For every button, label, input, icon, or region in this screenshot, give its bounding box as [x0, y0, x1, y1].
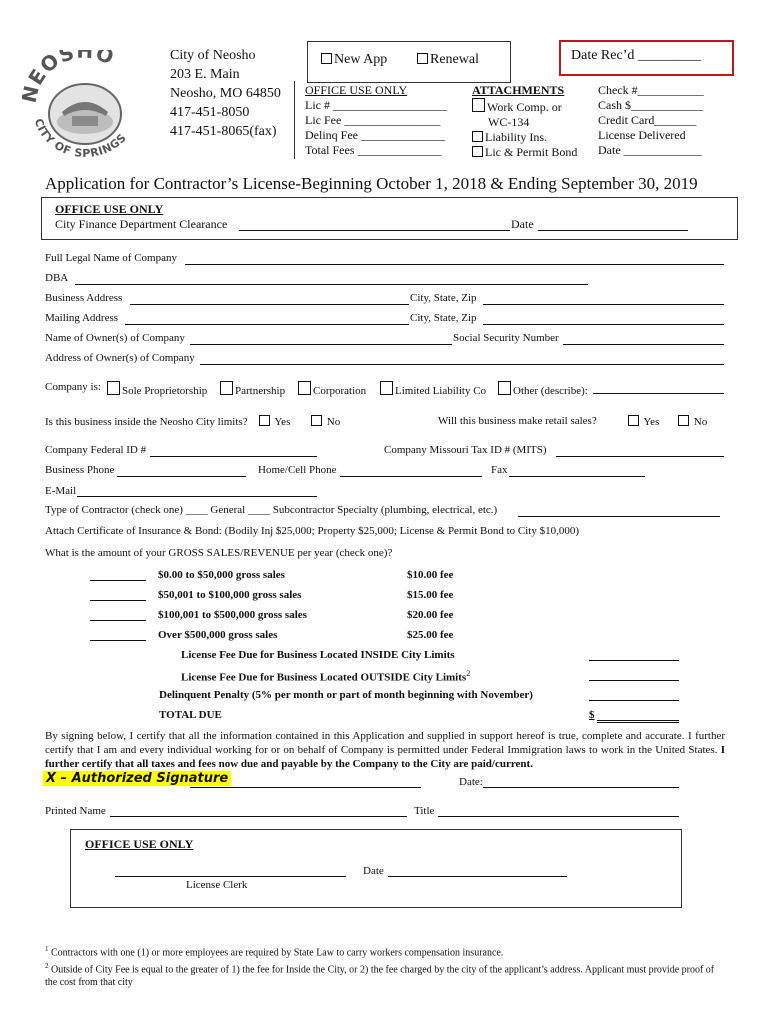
insurance-note: Attach Certificate of Insurance & Bond: (Bodily Inj $25,000; Property $25,000; License & Permit Bond to City $10,000): [45, 525, 580, 537]
retail-no-checkbox[interactable]: [678, 415, 689, 426]
corporation-checkbox[interactable]: [298, 381, 311, 395]
fax-input[interactable]: [509, 476, 645, 477]
fee-check-line[interactable]: [90, 580, 146, 581]
certification-text: [45, 729, 725, 771]
specialty-input[interactable]: [518, 516, 720, 517]
footnote-ref-2: 2: [466, 669, 471, 678]
owner-name-label: Name of Owner(s) of Company: [45, 332, 185, 344]
total-dollar-sign: $: [589, 709, 595, 721]
renewal-checkbox[interactable]: [417, 53, 428, 64]
city-street: 203 E. Main: [170, 67, 240, 82]
clerk-date-input[interactable]: [388, 876, 567, 877]
inside-no-checkbox[interactable]: [311, 415, 322, 426]
credit-card-field: Credit Card_______: [598, 113, 697, 127]
clerk-office-title: OFFICE USE ONLY: [85, 837, 194, 851]
outside-fee-label: [181, 669, 470, 684]
finance-date-label: Date: [511, 217, 534, 231]
gross-question: What is the amount of your GROSS SALES/REVENUE per year (check one)?: [45, 547, 393, 559]
retail-yes-label: Yes: [643, 416, 660, 428]
work-comp-checkbox[interactable]: [472, 98, 485, 112]
business-phone-input[interactable]: [117, 476, 246, 477]
footnote-2-text: Outside of City Fee is equal to the greater of 1) the fee for Inside the City, or 2) the fee charged by the city of the applicant’s address. Applicant must provide proof of the cost from that city: [45, 964, 715, 989]
full-legal-name-label: Full Legal Name of Company: [45, 252, 177, 264]
sole-checkbox[interactable]: [107, 381, 120, 395]
fee-range: $0.00 to $50,000 gross sales: [158, 569, 285, 581]
check-number-field: Check #___________: [598, 83, 704, 97]
work-comp-label: Work Comp. or: [487, 100, 562, 114]
other-label: Other (describe):: [513, 385, 588, 397]
business-address-input[interactable]: [130, 304, 409, 305]
mailing-address-label: Mailing Address: [45, 312, 119, 324]
attachment-wc134: WC-134: [488, 115, 530, 129]
fee-range: Over $500,000 gross sales: [158, 629, 278, 641]
outside-fee-text: License Fee Due for Business Located OUTSIDE City Limits: [181, 671, 467, 684]
title-input[interactable]: [438, 816, 679, 817]
retail-no-label: No: [693, 416, 708, 428]
logo-text-top: EOSHO: [23, 50, 119, 90]
fee-check-line[interactable]: [90, 640, 146, 641]
mailing-city-label: City, State, Zip: [410, 312, 477, 324]
footnote-1-text: Contractors with one (1) or more employees are required by State Law to carry workers compensation insurance.: [51, 947, 504, 959]
total-due-label: TOTAL DUE: [159, 709, 222, 721]
liability-checkbox[interactable]: [472, 131, 483, 142]
email-input[interactable]: [77, 496, 317, 497]
clerk-signature-input[interactable]: [115, 876, 346, 877]
printed-name-label: Printed Name: [45, 805, 106, 817]
date-received-label: Date Rec’d _________: [571, 48, 701, 63]
renewal-option[interactable]: [417, 52, 479, 68]
inside-limits-no[interactable]: [311, 415, 340, 428]
inside-fee-input[interactable]: [589, 660, 679, 661]
inside-no-label: No: [326, 416, 341, 428]
company-type-partnership[interactable]: [220, 381, 285, 397]
new-app-checkbox[interactable]: [321, 53, 332, 64]
federal-id-label: Company Federal ID #: [45, 444, 147, 456]
outside-fee-input[interactable]: [589, 680, 679, 681]
fee-amount: $20.00 fee: [407, 609, 454, 621]
owner-address-input[interactable]: [200, 364, 724, 365]
partnership-checkbox[interactable]: [220, 381, 233, 395]
llc-checkbox[interactable]: [380, 381, 393, 395]
ssn-input[interactable]: [563, 344, 724, 345]
certification-normal: By signing below, I certify that all the information contained in this Application and supplied in support hereof is true, complete and accurate. I further certify that I am and every individual working for or on behalf of Company is permitted under Federal Immigration laws to work in the United States.: [45, 730, 725, 756]
attachments-title: ATTACHMENTS: [472, 83, 565, 97]
email-label: E-Mail: [45, 485, 77, 497]
mailing-address-input[interactable]: [125, 324, 409, 325]
fee-check-line[interactable]: [90, 600, 146, 601]
partnership-label: Partnership: [235, 385, 286, 397]
city-fax: 417-451-8065(fax): [170, 124, 277, 139]
clerk-date-label: Date: [363, 865, 384, 877]
delivered-date-field: Date _____________: [598, 143, 702, 157]
missouri-tax-input[interactable]: [556, 456, 724, 457]
header-office-use: [305, 83, 447, 158]
fee-range: $100,001 to $500,000 gross sales: [158, 609, 307, 621]
company-type-sole[interactable]: [107, 381, 207, 397]
owner-name-input[interactable]: [190, 344, 452, 345]
delinq-fee-field: Delinq Fee ______________: [305, 128, 445, 142]
home-phone-label: Home/Cell Phone: [258, 464, 337, 476]
other-checkbox[interactable]: [498, 381, 511, 395]
inside-fee-label: License Fee Due for Business Located INSIDE City Limits: [181, 649, 455, 661]
fax-label: Fax: [491, 464, 508, 476]
attachment-work-comp[interactable]: [472, 98, 577, 115]
finance-clearance-line[interactable]: [239, 230, 510, 231]
signature-date-input[interactable]: [483, 787, 679, 788]
full-legal-name-input[interactable]: [185, 264, 724, 265]
license-clerk-label: License Clerk: [186, 879, 248, 891]
attachment-bond[interactable]: [472, 145, 577, 160]
header-box-left-border: [294, 81, 295, 159]
new-app-option[interactable]: [321, 52, 387, 68]
corporation-label: Corporation: [313, 385, 367, 397]
cash-field: Cash $____________: [598, 98, 703, 112]
renewal-label: Renewal: [430, 52, 479, 67]
inside-limits-yes[interactable]: [259, 415, 290, 428]
footnote-2: [45, 960, 715, 989]
signature-label: X – Authorized Signature: [43, 771, 231, 786]
company-is-label: Company is:: [45, 381, 101, 393]
footnote-1-number: 1: [45, 945, 49, 953]
city-phone: 417-451-8050: [170, 105, 250, 120]
new-app-label: New App: [334, 52, 388, 67]
attachment-liability[interactable]: [472, 130, 577, 145]
fee-amount: $15.00 fee: [407, 589, 454, 601]
license-delivered-label: License Delivered: [598, 128, 686, 142]
signature-input[interactable]: [190, 787, 421, 788]
fee-amount: $25.00 fee: [407, 629, 454, 641]
llc-label: Limited Liability Co: [395, 385, 487, 397]
fee-range: $50,001 to $100,000 gross sales: [158, 589, 302, 601]
inside-yes-checkbox[interactable]: [259, 415, 270, 426]
inside-yes-label: Yes: [274, 416, 291, 428]
bond-label: Lic & Permit Bond: [485, 145, 578, 159]
retail-yes-checkbox[interactable]: [628, 415, 639, 426]
company-type-llc[interactable]: [380, 381, 486, 397]
company-type-corporation[interactable]: [298, 381, 366, 397]
dba-input[interactable]: [75, 284, 588, 285]
header-office-use-title: OFFICE USE ONLY: [305, 83, 408, 97]
certification-bold: I further certify that all taxes and fees now due and payable by the Company to the City are paid/current.: [45, 744, 726, 770]
mailing-city-input[interactable]: [483, 324, 724, 325]
footnote-1: [45, 945, 735, 958]
ssn-label: Social Security Number: [453, 332, 559, 344]
finance-office-title: OFFICE USE ONLY: [55, 202, 164, 216]
total-fees-field: Total Fees ______________: [305, 143, 442, 157]
title-label: Title: [414, 805, 435, 817]
city-logo: [22, 50, 144, 162]
missouri-tax-label: Company Missouri Tax ID # (MITS): [384, 444, 547, 456]
owner-address-label: Address of Owner(s) of Company: [45, 352, 195, 364]
page-title: Application for Contractor’s License-Beginning October 1, 2018 & Ending September 30, 2019: [45, 174, 698, 193]
finance-date-line[interactable]: [538, 230, 688, 231]
business-address-label: Business Address: [45, 292, 123, 304]
payment-block: [598, 83, 704, 158]
company-type-other[interactable]: [498, 381, 588, 397]
business-city-input[interactable]: [483, 304, 724, 305]
city-address-block: [170, 46, 281, 141]
sole-label: Sole Proprietorship: [122, 385, 208, 397]
city-name: City of Neosho: [170, 48, 256, 63]
fee-amount: $10.00 fee: [407, 569, 454, 581]
signature-date-label: Date:: [459, 776, 483, 788]
dba-label: DBA: [45, 272, 69, 284]
bond-checkbox[interactable]: [472, 146, 483, 157]
home-phone-input[interactable]: [340, 476, 482, 477]
retail-sales-no[interactable]: [678, 415, 707, 428]
penalty-input[interactable]: [589, 700, 679, 701]
business-phone-label: Business Phone: [45, 464, 115, 476]
city-state-zip: Neosho, MO 64850: [170, 86, 281, 101]
other-describe-input[interactable]: [593, 393, 724, 394]
penalty-label: Delinquent Penalty (5% per month or part of month beginning with November): [159, 689, 533, 701]
lic-number-field: Lic # ___________________: [305, 98, 447, 112]
lic-fee-field: Lic Fee ________________: [305, 113, 441, 127]
federal-id-input[interactable]: [150, 456, 317, 457]
printed-name-input[interactable]: [110, 816, 407, 817]
inside-limits-label: Is this business inside the Neosho City limits?: [45, 416, 248, 428]
contractor-type-label: Type of Contractor (check one) ____ General ____ Subcontractor Specialty (plumbing, electrical, etc.): [45, 504, 498, 516]
total-due-input[interactable]: [597, 720, 679, 723]
retail-sales-yes[interactable]: [628, 415, 659, 428]
logo-text-bottom: CITY OF SPRINGS: [31, 116, 129, 160]
fee-check-line[interactable]: [90, 620, 146, 621]
business-city-label: City, State, Zip: [410, 292, 477, 304]
attachments-block: [472, 83, 577, 160]
finance-clearance-label: City Finance Department Clearance: [55, 217, 228, 231]
retail-sales-label: Will this business make retail sales?: [438, 415, 597, 427]
liability-label: Liability Ins.: [485, 130, 547, 144]
footnote-2-number: 2: [45, 962, 49, 970]
